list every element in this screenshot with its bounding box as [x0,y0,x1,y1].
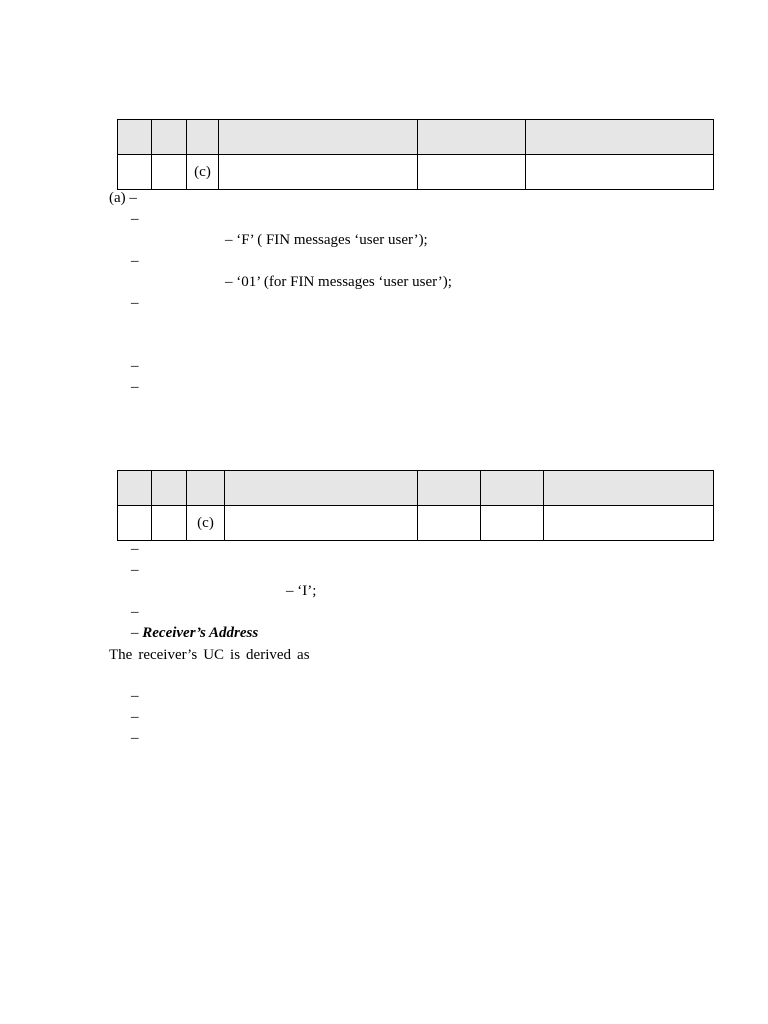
table-2-cell [544,506,714,541]
table-2-header-cell [225,471,418,506]
dash-marker: – [131,379,139,395]
table-1-cell [418,155,526,190]
table-2-cell [152,506,187,541]
dash-marker: – [131,253,139,269]
table-1 [117,119,714,190]
table-2-header-cell [481,471,544,506]
para-word: The [109,647,133,663]
table-1-header-cell [187,120,219,155]
table-2-cell [225,506,418,541]
table-2-cell [418,506,481,541]
receiver-heading [131,623,258,643]
dash-marker: – [131,730,139,746]
table-2-cell [481,506,544,541]
table-2 [117,470,714,541]
para-word: is [230,647,241,663]
dash-marker: – [131,709,139,725]
table-2-header-cell [418,471,481,506]
table-2-cell-c: (c) [187,506,225,541]
table-1-header-cell [152,120,187,155]
receiver-paragraph [109,645,316,665]
dash-marker: – [131,541,139,557]
receiver-dash: – [131,625,139,641]
table-2-header-cell [187,471,225,506]
table-1-header-cell [418,120,526,155]
dash-marker: – [131,211,139,227]
para-word: as [297,647,310,663]
table-1-cell [118,155,152,190]
table-2-header-row [118,471,714,506]
para-word: receiver’s [138,647,198,663]
table-1-header-cell [118,120,152,155]
i-code-line: – ‘I’; [286,583,317,599]
table-1-cell [219,155,418,190]
para-word: UC [203,647,225,663]
dash-marker: – [131,358,139,374]
table-1-cell-c: (c) [187,155,219,190]
table-2-header-cell [152,471,187,506]
dash-marker: – [131,295,139,311]
table-1-body-row [118,155,714,190]
table-2-body-row [118,506,714,541]
table-1-header-cell [526,120,714,155]
table-2-header-cell [118,471,152,506]
table-2-header-cell [544,471,714,506]
table-1-cell [526,155,714,190]
f-code-line: – ‘F’ ( FIN messages ‘user user’); [225,232,428,248]
receiver-title: Receiver’s Address [142,625,259,641]
dash-marker: – [131,562,139,578]
table-1-header-cell [219,120,418,155]
o1-code-line: – ‘01’ (for FIN messages ‘user user’); [225,274,452,290]
para-word: derived [246,647,292,663]
table-1-header-row [118,120,714,155]
table-1-cell [152,155,187,190]
dash-marker: – [131,604,139,620]
dash-marker: – [131,688,139,704]
item-a-line: (a) – [109,190,137,206]
table-2-cell [118,506,152,541]
